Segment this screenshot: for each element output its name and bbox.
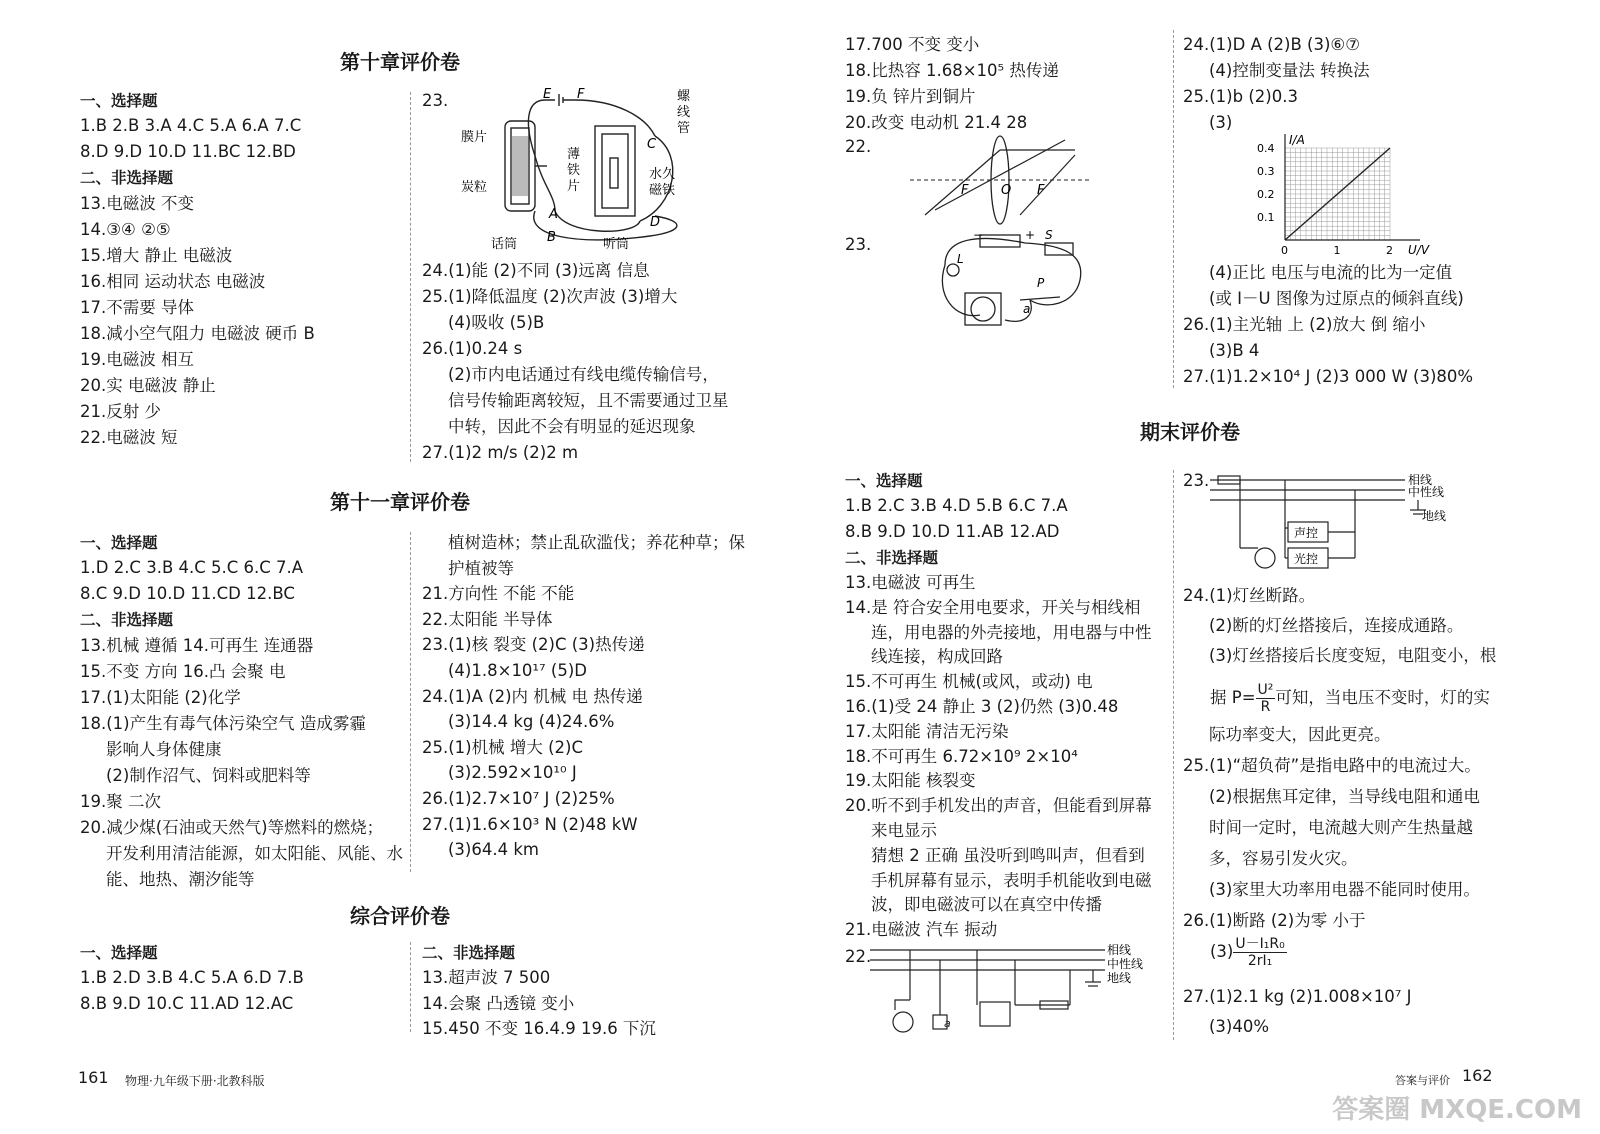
label-a: A bbox=[549, 207, 558, 222]
ch10-right-answer-line: 26.(1)0.24 s bbox=[422, 339, 523, 358]
ch11-answer-line: (2)制作沼气、饲料或肥料等 bbox=[106, 766, 311, 785]
x-tick-label: 1 bbox=[1333, 244, 1341, 257]
ch11-title: 第十一章评价卷 bbox=[330, 490, 470, 514]
label-bao: 薄 bbox=[567, 147, 581, 162]
final-right-answer-line: (2)根据焦耳定律，当导线电阻和通电 bbox=[1209, 787, 1480, 806]
ch10-choice2: 8.D 9.D 10.D 11.BC 12.BD bbox=[80, 142, 296, 161]
column-divider bbox=[410, 942, 411, 1032]
final-choice1: 1.B 2.C 3.B 4.D 5.B 6.C 7.A bbox=[845, 496, 1068, 515]
final-right-answer-line: (2)断的灯丝搭接后，连接成通路。 bbox=[1209, 616, 1464, 635]
fraction-numerator: U² bbox=[1257, 682, 1274, 698]
ch10-right-answer-line: 27.(1)2 m/s (2)2 m bbox=[422, 443, 579, 462]
label-luoxian2: 线 bbox=[677, 105, 691, 120]
y-tick-label: 0.1 bbox=[1257, 211, 1275, 224]
svg-text:a: a bbox=[944, 1017, 951, 1030]
ch10-section1: 一、选择题 bbox=[80, 92, 158, 110]
label-d: D bbox=[650, 215, 661, 230]
ch11-right-answer-line: (3)64.4 km bbox=[448, 840, 539, 860]
formula-pre: 据 P= bbox=[1210, 688, 1256, 707]
zonghe-right-answer-line: 15.450 不变 16.4.9 19.6 下沉 bbox=[422, 1019, 656, 1038]
final-section1: 一、选择题 bbox=[845, 472, 923, 490]
final-answer-line: 18.不可再生 6.72×10⁹ 2×10⁴ bbox=[845, 746, 1078, 766]
ch11-right-answer-line: 护植被等 bbox=[448, 558, 514, 578]
ch11-answer-line: 18.(1)产生有毒气体污染空气 造成雾霾 bbox=[80, 714, 366, 733]
q24-formula-line bbox=[1210, 678, 1490, 718]
ch10-title: 第十章评价卷 bbox=[340, 50, 460, 74]
label-minus: − bbox=[973, 228, 984, 242]
f26-pre: (3) bbox=[1210, 942, 1234, 961]
zonghe-right-answer-line: 13.超声波 7 500 bbox=[422, 968, 551, 987]
y-tick-label: 0.4 bbox=[1257, 142, 1275, 155]
label-b: B bbox=[547, 230, 556, 245]
zonghe-choice1: 1.B 2.D 3.B 4.C 5.A 6.D 7.B bbox=[80, 968, 304, 987]
label-plus: + bbox=[1025, 228, 1036, 242]
x-tick-label: 0 bbox=[1281, 244, 1288, 257]
ch10-answer-line: 18.减小空气阻力 电磁波 硬币 B bbox=[80, 324, 315, 343]
fraction-denominator: R bbox=[1260, 699, 1271, 715]
label-tie: 铁 bbox=[567, 163, 581, 178]
wiring-diagram-23 bbox=[1210, 468, 1500, 578]
telephone-diagram bbox=[455, 86, 695, 256]
left-page-number: 161 bbox=[78, 1068, 109, 1087]
ch10-right-answer-line: 24.(1)能 (2)不同 (3)远离 信息 bbox=[422, 261, 650, 280]
label-tanli: 炭粒 bbox=[461, 180, 488, 195]
ch10-choice1: 1.B 2.B 3.A 4.C 5.A 6.A 7.C bbox=[80, 116, 302, 135]
ch10-answer-line: 16.相同 运动状态 电磁波 bbox=[80, 272, 266, 291]
final-answer-line: 波，即电磁波可以在真空中传播 bbox=[871, 895, 1102, 915]
y-axis-label: I/A bbox=[1289, 133, 1305, 147]
final-right-answer-line: 多，容易引发火灾。 bbox=[1209, 849, 1358, 868]
right-page-number: 162 bbox=[1462, 1066, 1493, 1085]
ch11-right-answer-line: (3)2.592×10¹⁰ J bbox=[448, 763, 577, 783]
ch11-right-answer-line: 22.太阳能 半导体 bbox=[422, 609, 553, 629]
ch11-right-answer-line: 21.方向性 不能 不能 bbox=[422, 584, 575, 604]
ch11-right-answer-line: 24.(1)A (2)内 机械 电 热传递 bbox=[422, 686, 643, 706]
final-right-answer-line: 24.(1)灯丝断路。 bbox=[1183, 586, 1316, 605]
label-p: P bbox=[1037, 276, 1045, 290]
right-answer-line: (4)控制变量法 转换法 bbox=[1209, 61, 1370, 80]
final-q22-label: 22. bbox=[845, 947, 872, 966]
label-a: a bbox=[1023, 302, 1031, 316]
final-right-answer-line: 25.(1)“超负荷”是指电路中的电流过大。 bbox=[1183, 756, 1481, 775]
final-right-answer-line: 时间一定时，电流越大则产生热量越 bbox=[1209, 818, 1473, 837]
ch11-answer-line: 开发利用清洁能源，如太阳能、风能、水 bbox=[106, 844, 403, 863]
label-dixian-2: 地线 bbox=[1422, 509, 1447, 523]
ch10-right-answer-line: 信号传输距离较短，且不需要通过卫星 bbox=[448, 391, 729, 410]
final-answer-line: 手机屏幕有显示，表明手机能收到电磁 bbox=[871, 870, 1152, 890]
label-xiangxian-2: 相线 bbox=[1408, 473, 1433, 487]
q26-formula-line bbox=[1210, 932, 1287, 972]
final-answer-line: 来电显示 bbox=[871, 821, 937, 840]
ch10-answer-line: 20.实 电磁波 静止 bbox=[80, 376, 216, 395]
q26-denominator: 2rI₁ bbox=[1247, 953, 1273, 969]
ch10-answer-line: 15.增大 静止 电磁波 bbox=[80, 246, 233, 265]
final-right-answer-line: 26.(1)断路 (2)为零 小于 bbox=[1183, 911, 1366, 930]
label-l: L bbox=[957, 252, 964, 266]
final-answer-line: 连，用电器的外壳接地，用电器与中性 bbox=[871, 622, 1152, 642]
right-answer-line: (或 I－U 图像为过原点的倾斜直线) bbox=[1209, 289, 1464, 308]
zonghe-section2: 二、非选择题 bbox=[422, 944, 516, 962]
label-pian: 片 bbox=[567, 179, 581, 194]
ch11-answer-line: 能、地热、潮汐能等 bbox=[106, 870, 255, 889]
ch11-right-answer-line: 植树造林；禁止乱砍滥伐；养花种草；保 bbox=[448, 533, 745, 552]
right-answer-line: 27.(1)1.2×10⁴ J (2)3 000 W (3)80% bbox=[1183, 367, 1474, 386]
left-footer-text: 物理·九年级下册·北教科版 bbox=[125, 1074, 265, 1088]
ch10-right-answer-line: (2)市内电话通过有线电缆传输信号， bbox=[448, 365, 719, 384]
label-f-right: F bbox=[1037, 183, 1045, 198]
ch10-answer-line: 19.电磁波 相互 bbox=[80, 350, 194, 369]
ch11-answer-line: 17.(1)太阳能 (2)化学 bbox=[80, 688, 241, 707]
ch10-answer-line: 13.电磁波 不变 bbox=[80, 194, 194, 213]
label-f: F bbox=[577, 87, 585, 102]
final-answer-line: 21.电磁波 汽车 振动 bbox=[845, 920, 998, 940]
label-c: C bbox=[647, 137, 657, 152]
ch10-answer-line: 17.不需要 导体 bbox=[80, 298, 194, 317]
column-divider bbox=[1173, 470, 1174, 1040]
right-answer-line: 18.比热容 1.68×10⁵ 热传递 bbox=[845, 61, 1059, 80]
ch10-right-answer-line: 25.(1)降低温度 (2)次声波 (3)增大 bbox=[422, 287, 678, 306]
label-zhongxingxian: 中性线 bbox=[1107, 957, 1144, 971]
final-right-answer-line: 际功率变大，因此更亮。 bbox=[1209, 725, 1391, 744]
label-mopian: 膜片 bbox=[461, 130, 488, 145]
ch11-answer-line: 19.聚 二次 bbox=[80, 792, 161, 811]
label-luoxian3: 管 bbox=[677, 121, 691, 136]
ch10-q23-label: 23. bbox=[422, 91, 449, 110]
final-answer-line: 19.太阳能 核裂变 bbox=[845, 771, 976, 791]
column-divider bbox=[410, 92, 411, 462]
q22-label: 22. bbox=[845, 137, 872, 156]
label-dixian: 地线 bbox=[1107, 971, 1132, 985]
ch11-answer-line: 20.减少煤(石油或天然气)等燃料的燃烧； bbox=[80, 818, 384, 837]
right-answer-line: (3) bbox=[1209, 113, 1233, 132]
final-answer-line: 14.是 符合安全用电要求，开关与相线相 bbox=[845, 597, 1141, 617]
right-answer-line: (3)B 4 bbox=[1209, 341, 1260, 360]
column-divider bbox=[410, 532, 411, 872]
label-f-left: F bbox=[961, 183, 969, 198]
label-zhongxingxian-2: 中性线 bbox=[1408, 485, 1445, 499]
ch11-right-answer-line: 23.(1)核 裂变 (2)C (3)热传递 bbox=[422, 635, 645, 655]
q23-label: 23. bbox=[845, 235, 872, 254]
ch11-choice2: 8.C 9.D 10.D 11.CD 12.BC bbox=[80, 584, 295, 603]
power-fraction bbox=[1256, 682, 1276, 715]
column-divider bbox=[1173, 30, 1174, 388]
final-answer-line: 13.电磁波 可再生 bbox=[845, 573, 976, 592]
ch11-section2: 二、非选择题 bbox=[80, 611, 174, 629]
ch11-choice1: 1.D 2.C 3.B 4.C 5.C 6.C 7.A bbox=[80, 558, 304, 577]
formula-post: 可知，当电压不变时，灯的实 bbox=[1275, 688, 1490, 707]
ch11-right-answer-line: 27.(1)1.6×10³ N (2)48 kW bbox=[422, 814, 638, 834]
final-answer-line: 猜想 2 正确 虽没听到鸣叫声，但看到 bbox=[871, 845, 1145, 865]
circuit-diagram bbox=[925, 225, 1095, 335]
ch10-right-answer-line: (4)吸收 (5)B bbox=[448, 313, 545, 332]
label-huatong: 话筒 bbox=[491, 237, 518, 252]
right-answer-line: 25.(1)b (2)0.3 bbox=[1183, 87, 1298, 106]
ch11-answer-line: 影响人身体健康 bbox=[106, 740, 222, 759]
right-answer-line: 19.负 锌片到铜片 bbox=[845, 87, 976, 106]
wiring-diagram-22 bbox=[865, 940, 1165, 1040]
right-answer-line: (4)正比 电压与电流的比为一定值 bbox=[1209, 263, 1453, 282]
final-answer-line: 20.听不到手机发出的声音，但能看到屏幕 bbox=[845, 796, 1152, 816]
label-e: E bbox=[543, 87, 552, 102]
final-answer-line: 15.不可再生 机械(或风，或动) 电 bbox=[845, 672, 1093, 692]
iu-graph bbox=[1255, 132, 1455, 260]
zonghe-title: 综合评价卷 bbox=[350, 904, 450, 928]
ch10-section2: 二、非选择题 bbox=[80, 169, 174, 187]
final-answer-line: 17.太阳能 清洁无污染 bbox=[845, 721, 1009, 741]
x-axis-label: U/V bbox=[1408, 243, 1430, 257]
label-tingtong: 听筒 bbox=[603, 237, 630, 252]
ch10-right-answer-line: 中转，因此不会有明显的延迟现象 bbox=[448, 417, 696, 436]
y-tick-label: 0.3 bbox=[1257, 165, 1275, 178]
ch11-answer-line: 15.不变 方向 16.凸 会聚 电 bbox=[80, 662, 286, 681]
label-shuijiu: 水久 bbox=[649, 167, 676, 182]
right-answer-line: 26.(1)主光轴 上 (2)放大 倒 缩小 bbox=[1183, 315, 1426, 334]
zonghe-right-answer-line: 14.会聚 凸透镜 变小 bbox=[422, 993, 575, 1013]
ch11-answer-line: 13.机械 遵循 14.可再生 连通器 bbox=[80, 636, 314, 655]
zonghe-section1: 一、选择题 bbox=[80, 944, 158, 962]
label-o: O bbox=[1001, 183, 1012, 198]
ch11-right-answer-line: 26.(1)2.7×10⁷ J (2)25% bbox=[422, 789, 615, 808]
label-s: S bbox=[1045, 228, 1053, 242]
final-title: 期末评价卷 bbox=[1140, 420, 1240, 444]
q26-fraction bbox=[1233, 936, 1286, 969]
final-right-answer-line: (3)40% bbox=[1209, 1017, 1270, 1036]
label-guangkong: 光控 bbox=[1294, 552, 1319, 566]
y-tick-label: 0.2 bbox=[1257, 188, 1275, 201]
final-q23-label: 23. bbox=[1183, 471, 1210, 490]
final-right-answer-line: 27.(1)2.1 kg (2)1.008×10⁷ J bbox=[1183, 987, 1412, 1006]
ch11-section1: 一、选择题 bbox=[80, 534, 158, 552]
final-answer-line: 16.(1)受 24 静止 3 (2)仍然 (3)0.48 bbox=[845, 697, 1119, 716]
right-answer-line: 17.700 不变 变小 bbox=[845, 35, 980, 54]
ch10-answer-line: 21.反射 少 bbox=[80, 402, 161, 421]
lens-diagram bbox=[905, 130, 1095, 225]
ch10-answer-line: 14.③④ ②⑤ bbox=[80, 220, 171, 239]
zonghe-choice2: 8.B 9.D 10.C 11.AD 12.AC bbox=[80, 994, 294, 1013]
final-answer-line: 线连接，构成回路 bbox=[871, 647, 1003, 667]
ch11-right-answer-line: 25.(1)机械 增大 (2)C bbox=[422, 737, 583, 757]
q26-numerator: U－I₁R₀ bbox=[1235, 936, 1285, 952]
label-luoxian: 螺 bbox=[677, 89, 691, 104]
right-footer-text: 答案与评价 bbox=[1395, 1074, 1450, 1087]
label-shengkong: 声控 bbox=[1294, 526, 1319, 540]
ch11-right-answer-line: (4)1.8×10¹⁷ (5)D bbox=[448, 661, 587, 680]
x-tick-label: 2 bbox=[1386, 244, 1393, 257]
final-right-answer-line: (3)家里大功率用电器不能同时使用。 bbox=[1209, 880, 1480, 899]
final-right-answer-line: (3)灯丝搭接后长度变短，电阻变小，根 bbox=[1209, 646, 1497, 665]
right-answer-line: 20.改变 电动机 21.4 28 bbox=[845, 113, 1028, 132]
ch11-right-answer-line: (3)14.4 kg (4)24.6% bbox=[448, 712, 615, 732]
watermark: 答案圈 MXQE.COM bbox=[1332, 1095, 1582, 1125]
final-section2: 二、非选择题 bbox=[845, 549, 939, 567]
ch10-answer-line: 22.电磁波 短 bbox=[80, 428, 178, 447]
right-answer-line: 24.(1)D A (2)B (3)⑥⑦ bbox=[1183, 35, 1360, 54]
final-choice2: 8.B 9.D 10.D 11.AB 12.AD bbox=[845, 522, 1060, 541]
label-xiangxian: 相线 bbox=[1107, 943, 1132, 957]
label-citie: 磁铁 bbox=[649, 183, 676, 198]
